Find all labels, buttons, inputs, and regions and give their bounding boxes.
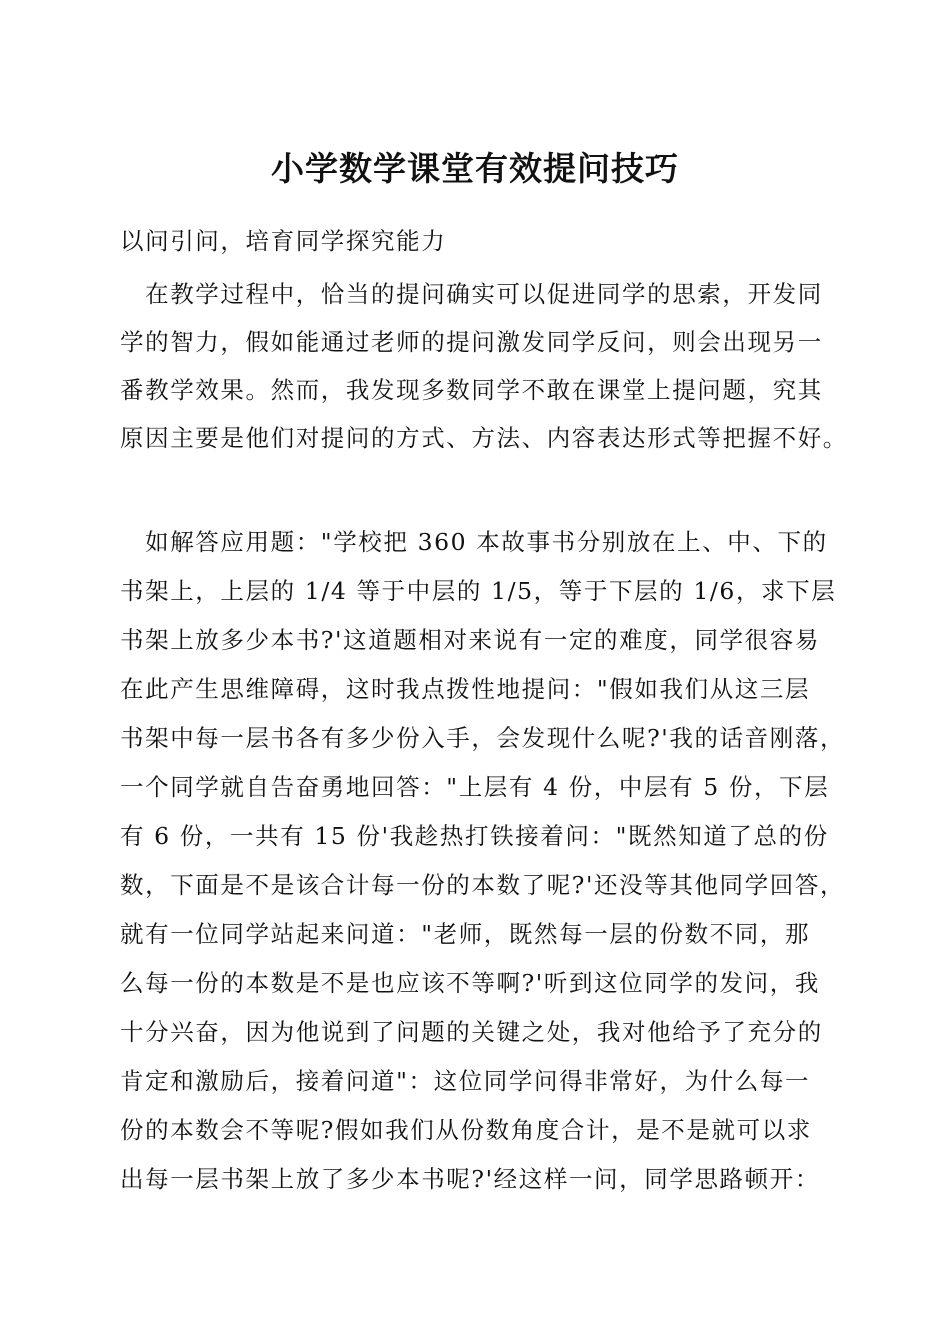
paragraph2-line: 如解答应用题："学校把 360 本故事书分别放在上、中、下的 xyxy=(120,528,828,556)
paragraph2-line: 出每一层书架上放了多少本书呢?'经这样一问，同学思路顿开： xyxy=(120,1165,820,1193)
paragraph2-line: 肯定和激励后，接着问道"：这位同学问得非常好，为什么每一 xyxy=(120,1067,811,1095)
paragraph2-line: 份的本数会不等呢?假如我们从份数角度合计，是不是就可以求 xyxy=(120,1116,812,1144)
paragraph2-line: 么每一份的本数是不是也应该不等啊?'听到这位同学的发问，我 xyxy=(120,969,820,997)
paragraph2-line: 在此产生思维障碍，这时我点拨性地提问："假如我们从这三层 xyxy=(120,675,811,703)
paragraph2-line: 书架上，上层的 1/4 等于中层的 1/5，等于下层的 1/6，求下层 xyxy=(120,577,837,605)
subheading: 以问引问，培育同学探究能力 xyxy=(120,227,447,255)
paragraph1-line: 原因主要是他们对提问的方式、方法、内容表达形式等把握不好。 xyxy=(120,424,848,452)
paragraph2-line: 一个同学就自告奋勇地回答："上层有 4 份，中层有 5 份，下层 xyxy=(120,773,830,801)
paragraph1-line: 在教学过程中，恰当的提问确实可以促进同学的思索，开发同 xyxy=(120,280,823,308)
paragraph2-line: 有 6 份，一共有 15 份'我趁热打铁接着问："既然知道了总的份 xyxy=(120,822,829,850)
paragraph1-line: 学的智力，假如能通过老师的提问激发同学反问，则会出现另一 xyxy=(120,328,823,356)
paragraph2-line: 十分兴奋，因为他说到了问题的关键之处，我对他给予了充分的 xyxy=(120,1018,823,1046)
paragraph1-line: 番教学效果。然而，我发现多数同学不敢在课堂上提问题，究其 xyxy=(120,376,823,404)
paragraph2-line: 书架上放多少本书?'这道题相对来说有一定的难度，同学很容易 xyxy=(120,626,820,654)
paragraph2-line: 书架中每一层书各有多少份入手，会发现什么呢?'我的话音刚落， xyxy=(120,724,846,752)
document-title: 小学数学课堂有效提问技巧 xyxy=(271,149,679,188)
paragraph2-line: 就有一位同学站起来问道："老师，既然每一层的份数不同，那 xyxy=(120,920,811,948)
paragraph2-line: 数，下面是不是该合计每一份的本数了呢?'还没等其他同学回答， xyxy=(120,871,846,899)
